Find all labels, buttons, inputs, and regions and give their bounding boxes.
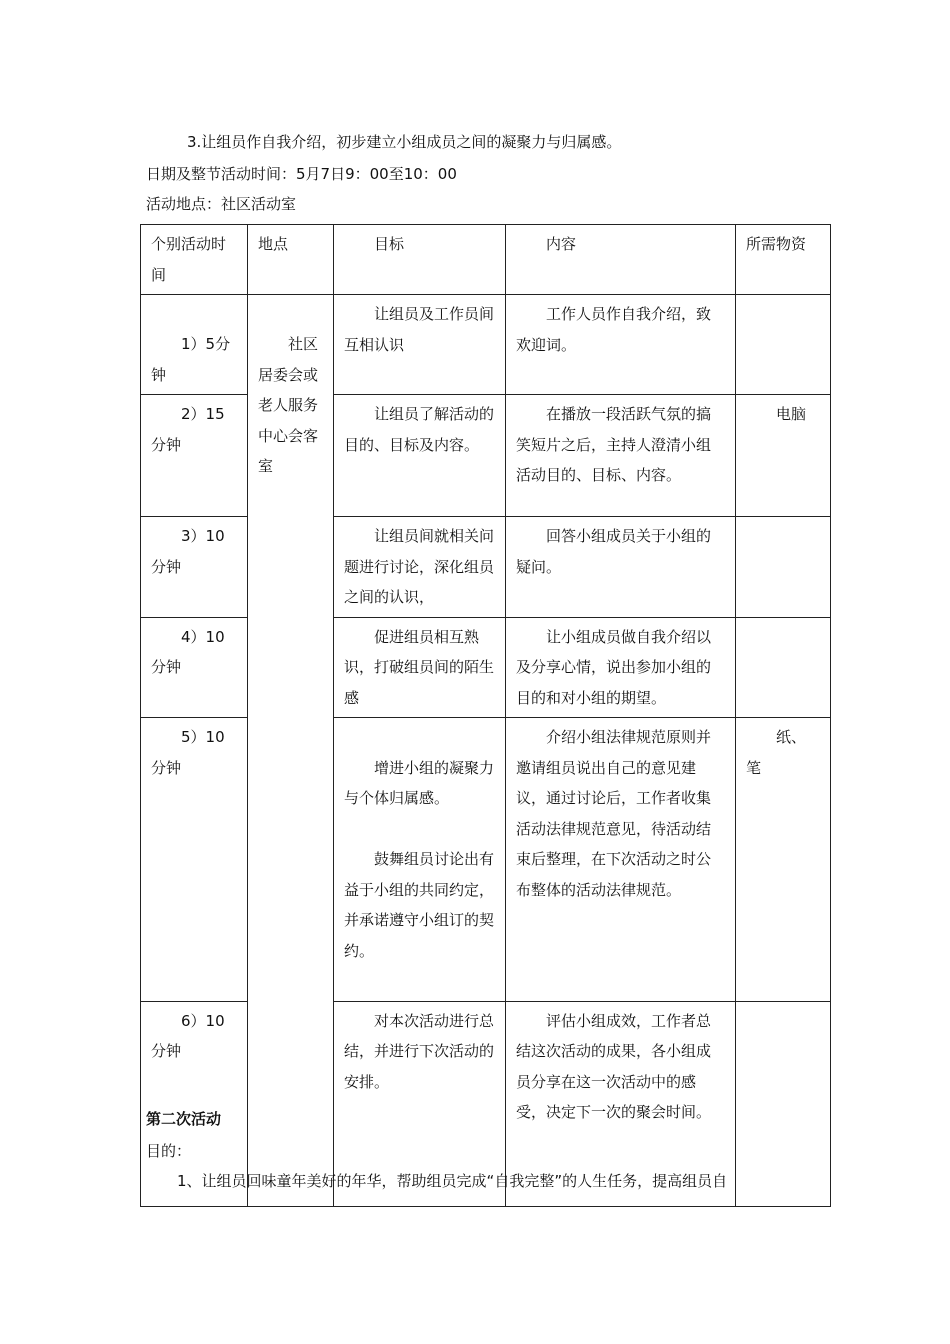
row-content: 让小组成员做自我介绍以及分享心情，说出参加小组的目的和对小组的期望。 xyxy=(506,617,736,718)
table-row xyxy=(141,517,831,618)
row-goal: 让组员及工作员间互相认识 xyxy=(334,295,506,395)
row-time: 5）10分钟 xyxy=(141,718,248,1002)
row-materials xyxy=(736,295,831,395)
row-time: 2）15分钟 xyxy=(141,395,248,517)
header-time: 个别活动时间 xyxy=(141,225,248,295)
row-materials: 电脑 xyxy=(736,395,831,517)
activity-location-line: 活动地点：社区活动室 xyxy=(146,195,297,213)
row-goal-cell xyxy=(334,718,506,1002)
table-row xyxy=(141,295,831,395)
row-time: 3）10分钟 xyxy=(141,517,248,618)
header-location: 地点 xyxy=(248,225,334,295)
table-row xyxy=(141,395,831,517)
activity-plan-table xyxy=(140,224,831,1207)
table-row xyxy=(141,718,831,1002)
row-time: 1）5分钟 xyxy=(141,295,248,395)
row-goal: 增进小组的凝聚力与个体归属感。 xyxy=(344,758,495,807)
header-materials: 所需物资 xyxy=(736,225,831,295)
location-cell: 社区居委会或老人服务中心会客室 xyxy=(248,295,334,1207)
header-goal: 目标 xyxy=(334,225,506,295)
row-content: 介绍小组法律规范原则并邀请组员说出自己的意见建议，通过讨论后，工作者收集活动法律规范意见，待活动结束后整理，在下次活动之时公布整体的活动法律规范。 xyxy=(506,718,736,1002)
header-content: 内容 xyxy=(506,225,736,295)
row-content: 在播放一段活跃气氛的搞笑短片之后，主持人澄清小组活动目的、目标、内容。 xyxy=(506,395,736,517)
row-materials: 纸、笔 xyxy=(736,718,831,1002)
row-content: 工作人员作自我介绍，致欢迎词。 xyxy=(506,295,736,395)
table-header-row xyxy=(141,225,831,295)
row-goal: 对本次活动进行总结，并进行下次活动的安排。 xyxy=(334,1001,506,1206)
row-goal-2: 鼓舞组员讨论出有益于小组的共同约定，并承诺遵守小组订的契约。 xyxy=(344,850,495,960)
row-time: 6）10分钟 xyxy=(141,1001,248,1206)
row-content: 评估小组成效，工作者总结这次活动的成果，各小组成员分享在这一次活动中的感受，决定下一次的聚会时间。 xyxy=(506,1001,736,1206)
row-content: 回答小组成员关于小组的疑问。 xyxy=(506,517,736,618)
row-materials xyxy=(736,517,831,618)
activity-time-line: 日期及整节活动时间：5月7日9：00至10：00 xyxy=(146,165,457,183)
table-row xyxy=(141,617,831,718)
row-goal: 让组员间就相关问题进行讨论，深化组员之间的认识， xyxy=(334,517,506,618)
goal-label: 目的： xyxy=(146,1142,192,1160)
intro-line-1: 3.让组员作自我介绍，初步建立小组成员之间的凝聚力与归属感。 xyxy=(187,133,622,151)
row-goal: 促进组员相互熟识，打破组员间的陌生感 xyxy=(334,617,506,718)
second-activity-heading: 第二次活动 xyxy=(146,1110,222,1128)
row-materials xyxy=(736,1001,831,1206)
row-time: 4）10分钟 xyxy=(141,617,248,718)
goal-item-1: 1、让组员回味童年美好的年华，帮助组员完成“自我完整”的人生任务，提高组员自 xyxy=(177,1172,728,1190)
row-goal: 让组员了解活动的目的、目标及内容。 xyxy=(334,395,506,517)
row-materials xyxy=(736,617,831,718)
